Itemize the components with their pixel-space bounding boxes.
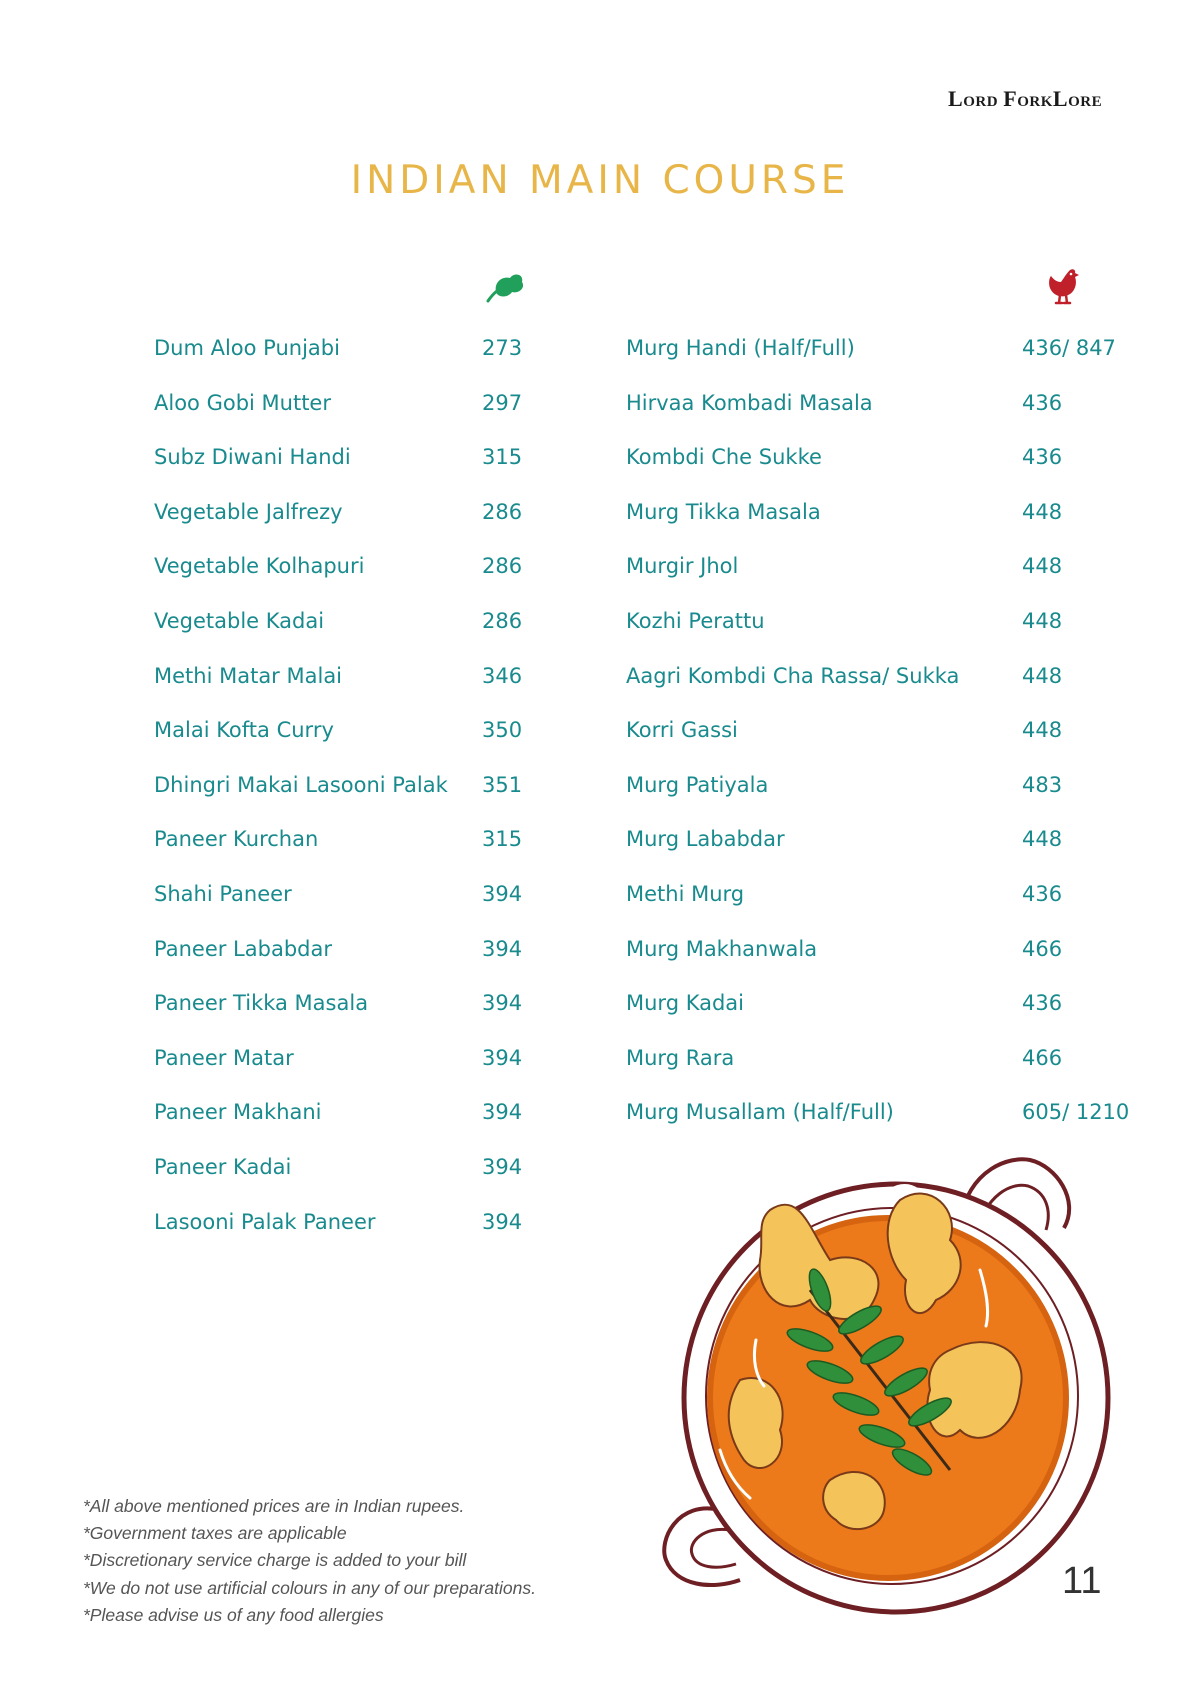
menu-item-name: Aagri Kombdi Cha Rassa/ Sukka xyxy=(626,663,960,688)
menu-item-price: 448 xyxy=(1022,554,1063,579)
menu-item-price: 346 xyxy=(482,663,523,688)
menu-item-price: 605/ 1210 xyxy=(1022,1100,1130,1125)
menu-item-name: Methi Murg xyxy=(626,881,745,906)
menu-item-name: Paneer Kurchan xyxy=(154,827,319,852)
menu-item-price: 394 xyxy=(482,881,523,906)
menu-item-price: 351 xyxy=(482,772,523,797)
menu-item-price: 466 xyxy=(1022,1045,1063,1070)
menu-item-price: 448 xyxy=(1022,499,1063,524)
menu-item-name: Subz Diwani Handi xyxy=(154,445,351,470)
menu-item-price: 394 xyxy=(482,1209,523,1234)
menu-item-name: Murg Patiyala xyxy=(626,772,769,797)
note-line: *All above mentioned prices are in Indian rupees. xyxy=(83,1496,465,1516)
note-line: *Government taxes are applicable xyxy=(83,1523,347,1544)
notes-section xyxy=(83,1493,536,1629)
menu-item-price: 436 xyxy=(1022,390,1063,415)
menu-item-price: 315 xyxy=(482,445,523,470)
menu-item-name: Dum Aloo Punjabi xyxy=(154,336,340,360)
menu-item-name: Paneer Kadai xyxy=(154,1154,292,1179)
menu-item-name: Paneer Matar xyxy=(154,1045,294,1070)
menu-item-name: Dhingri Makai Lasooni Palak xyxy=(154,772,448,797)
menu-item-name: Murg Rara xyxy=(626,1045,735,1070)
menu-item-price: 394 xyxy=(482,991,523,1016)
menu-item-name: Paneer Tikka Masala xyxy=(154,991,369,1016)
menu-item-price: 394 xyxy=(482,1100,523,1125)
menu-item-price: 436 xyxy=(1022,881,1063,906)
menu-item-price: 286 xyxy=(482,554,523,579)
menu-item-price: 448 xyxy=(1022,608,1063,633)
menu-item-name: Korri Gassi xyxy=(626,718,738,743)
brand-logo: LORD FORKLORE xyxy=(948,86,1103,111)
menu-item-price: 394 xyxy=(482,1045,523,1070)
page-title: INDIAN MAIN COURSE xyxy=(350,158,850,203)
menu-item-price: 448 xyxy=(1022,827,1063,852)
menu-item-name: Murg Tikka Masala xyxy=(626,499,821,524)
menu-item-price: 483 xyxy=(1022,772,1063,797)
menu-item-price: 297 xyxy=(482,390,523,415)
menu-item-price: 436 xyxy=(1022,991,1063,1016)
menu-item-name: Malai Kofta Curry xyxy=(154,718,334,743)
menu-item-name: Vegetable Kadai xyxy=(154,608,325,633)
menu-item-name: Paneer Makhani xyxy=(154,1100,322,1125)
menu-item-name: Murg Lababdar xyxy=(626,827,785,852)
menu-item-name: Vegetable Jalfrezy xyxy=(154,499,343,524)
curry-bowl-illustration xyxy=(660,1150,1200,1640)
menu-item-name: Murg Handi (Half/Full) xyxy=(626,336,855,360)
menu-item-name: Hirvaa Kombadi Masala xyxy=(626,390,873,415)
menu-item-name: Aloo Gobi Mutter xyxy=(154,390,331,415)
menu-item-price: 448 xyxy=(1022,663,1063,688)
menu-item-price: 394 xyxy=(482,936,523,961)
menu-item-name: Murgir Jhol xyxy=(626,554,739,579)
leaf-icon xyxy=(484,270,526,304)
menu-item-name: Shahi Paneer xyxy=(154,881,292,906)
menu-item-price: 394 xyxy=(482,1154,523,1179)
menu-item-price: 315 xyxy=(482,827,523,852)
menu-item-price: 286 xyxy=(482,499,523,524)
menu-item-price: 286 xyxy=(482,608,523,633)
note-line: *We do not use artificial colours in any of our preparations. xyxy=(83,1577,536,1598)
menu-item-name: Paneer Lababdar xyxy=(154,936,332,961)
menu-item-name: Vegetable Kolhapuri xyxy=(154,554,365,579)
menu-item-name: Kombdi Che Sukke xyxy=(626,445,822,470)
menu-item-name: Murg Musallam (Half/Full) xyxy=(626,1100,894,1125)
menu-item-name: Kozhi Perattu xyxy=(626,608,765,633)
note-line: *Discretionary service charge is added to your bill xyxy=(83,1550,467,1571)
menu-item-price: 436 xyxy=(1022,445,1063,470)
chicken-icon xyxy=(1046,266,1082,306)
menu-item-name: Murg Kadai xyxy=(626,991,745,1016)
menu-item-price: 436/ 847 xyxy=(1022,336,1116,360)
menu-item-price: 448 xyxy=(1022,718,1063,743)
menu-item-name: Lasooni Palak Paneer xyxy=(154,1209,376,1234)
page-number: 11 xyxy=(1062,1560,1102,1602)
menu-item-price: 273 xyxy=(482,336,523,360)
menu-item-name: Methi Matar Malai xyxy=(154,663,343,688)
note-line: *Please advise us of any food allergies xyxy=(83,1604,384,1625)
menu-item-price: 350 xyxy=(482,718,523,743)
menu-item-price: 466 xyxy=(1022,936,1063,961)
menu-item-name: Murg Makhanwala xyxy=(626,936,818,961)
